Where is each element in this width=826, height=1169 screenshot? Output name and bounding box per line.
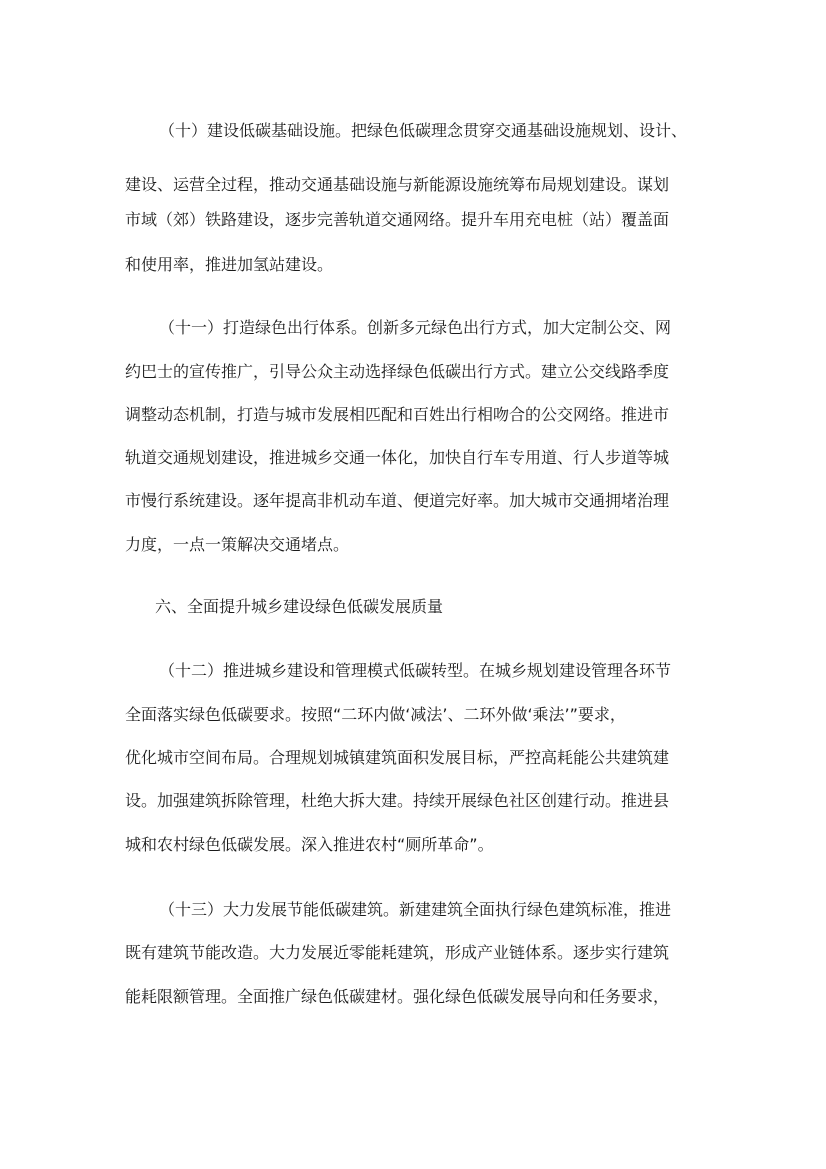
paragraph-10-line-4: 和使用率，推进加氢站建设。 <box>125 255 334 274</box>
paragraph-13-line-2: 既有建筑节能改造。大力发展近零能耗建筑，形成产业链体系。逐步实行建筑 <box>125 943 670 962</box>
paragraph-10-line-1: （十）建设低碳基础设施。把绿色低碳理念贯穿交通基础设施规划、设计、 <box>159 121 688 140</box>
paragraph-12-line-4: 设。加强建筑拆除管理，杜绝大拆大建。持续开展绿色社区创建行动。推进县 <box>125 791 670 810</box>
paragraph-12-line-2: 全面落实绿色低碳要求。按照“二环内做‘减法’、二环外做‘乘法’”要求， <box>125 705 626 724</box>
paragraph-10-line-3: 市域（郊）铁路建设，逐步完善轨道交通网络。提升车用充电桩（站）覆盖面 <box>125 210 670 229</box>
paragraph-11-line-2: 约巴士的宣传推广，引导公众主动选择绿色低碳出行方式。建立公交线路季度 <box>125 362 670 381</box>
paragraph-12-line-3: 优化城市空间布局。合理规划城镇建筑面积发展目标，严控高耗能公共建筑建 <box>125 748 670 767</box>
paragraph-11-line-6: 力度，一点一策解决交通堵点。 <box>125 535 350 554</box>
paragraph-12-line-5: 城和农村绿色低碳发展。深入推进农村“厕所革命”。 <box>125 835 494 854</box>
paragraph-10-line-2: 建设、运营全过程，推动交通基础设施与新能源设施统筹布局规划建设。谋划 <box>125 175 670 194</box>
paragraph-11-line-3: 调整动态机制，打造与城市发展相匹配和百姓出行相吻合的公交网络。推进市 <box>125 405 670 424</box>
paragraph-12-line-1: （十二）推进城乡建设和管理模式低碳转型。在城乡规划建设管理各环节 <box>159 661 672 680</box>
paragraph-11-line-5: 市慢行系统建设。逐年提高非机动车道、便道完好率。加大城市交通拥堵治理 <box>125 491 670 510</box>
paragraph-11-line-1: （十一）打造绿色出行体系。创新多元绿色出行方式，加大定制公交、网 <box>159 318 672 337</box>
paragraph-13-line-1: （十三）大力发展节能低碳建筑。新建建筑全面执行绿色建筑标准，推进 <box>159 900 672 919</box>
paragraph-13-line-3: 能耗限额管理。全面推广绿色低碳建材。强化绿色低碳发展导向和任务要求， <box>125 987 670 1006</box>
section-heading-6: 六、全面提升城乡建设绿色低碳发展质量 <box>155 597 444 616</box>
paragraph-11-line-4: 轨道交通规划建设，推进城乡交通一体化，加快自行车专用道、行人步道等城 <box>125 448 670 467</box>
